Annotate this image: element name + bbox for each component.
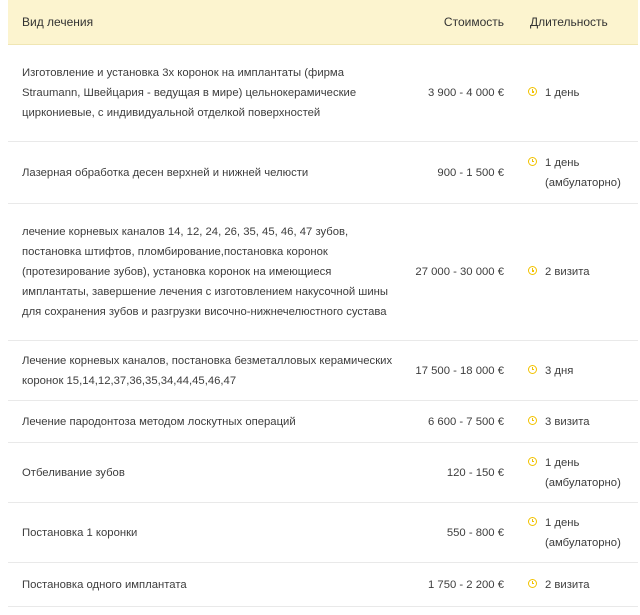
treatment-duration bbox=[518, 361, 638, 381]
treatment-duration bbox=[518, 453, 638, 493]
duration-text: (амбулаторно) bbox=[545, 536, 621, 549]
treatment-duration bbox=[518, 412, 638, 432]
header-treatment-type: Вид лечения bbox=[22, 15, 94, 29]
treatment-price: 550 - 800 € bbox=[446, 526, 504, 539]
treatment-name: Постановка 1 коронки bbox=[22, 526, 138, 539]
duration-text: 2 визита bbox=[545, 266, 590, 278]
clock-icon bbox=[528, 579, 537, 588]
treatment-name: Лечение корневых каналов, постановка безметалловых керамических коронок 15,14,12,37,36,35,34,44,45,46,47 bbox=[22, 354, 393, 387]
treatment-price: 1 750 - 2 200 € bbox=[427, 578, 504, 591]
treatment-price: 17 500 - 18 000 € bbox=[415, 364, 504, 377]
table-header bbox=[8, 0, 638, 45]
table-row bbox=[8, 204, 638, 341]
clock-icon bbox=[528, 266, 537, 275]
duration-text: 1 день bbox=[545, 87, 580, 99]
duration-text: 2 визита bbox=[545, 578, 590, 591]
duration-text: 1 день bbox=[545, 516, 580, 529]
duration-text: 3 визита bbox=[545, 415, 590, 428]
table-row bbox=[8, 45, 638, 142]
treatment-duration bbox=[518, 262, 638, 282]
clock-icon bbox=[528, 416, 537, 425]
treatment-name: Лазерная обработка десен верхней и нижней челюсти bbox=[22, 166, 309, 179]
duration-text: (амбулаторно) bbox=[545, 176, 621, 189]
treatment-name: Изготовление и установка 3х коронок на имплантаты (фирма Straumann, Швейцария - ведущая в мире) цельнокерамические циркониевые, с индивидуальной отделкой поверхностей bbox=[22, 67, 357, 119]
table-row bbox=[8, 563, 638, 607]
clock-icon bbox=[528, 365, 537, 374]
duration-text: (амбулаторно) bbox=[545, 476, 621, 489]
header-price: Стоимость bbox=[443, 15, 504, 29]
treatment-duration bbox=[518, 153, 638, 193]
table-body bbox=[8, 45, 638, 607]
clock-icon bbox=[528, 157, 537, 166]
treatment-duration bbox=[518, 575, 638, 595]
table-row bbox=[8, 401, 638, 443]
treatment-price: 6 600 - 7 500 € bbox=[427, 415, 504, 428]
treatment-duration bbox=[518, 83, 638, 103]
duration-text: 1 день bbox=[545, 156, 580, 169]
clock-icon bbox=[528, 457, 537, 466]
table-row bbox=[8, 142, 638, 204]
clock-icon bbox=[528, 517, 537, 526]
treatment-price: 27 000 - 30 000 € bbox=[415, 266, 504, 278]
clock-icon bbox=[528, 87, 537, 96]
treatment-name: лечение корневых каналов 14, 12, 24, 26, 35, 45, 46, 47 зубов, постановка штифтов, пломбирование,постановка коронок (протезирование зубов), установка коронок на имеющиеся имплантаты, завершение лечения с изготовлением накусочной шины для сохранения зубов и разгрузки височно-нижнечелюстного сустава bbox=[22, 226, 389, 318]
treatment-price: 120 - 150 € bbox=[446, 466, 504, 479]
price-table bbox=[8, 0, 638, 607]
table-row bbox=[8, 443, 638, 503]
treatment-name: Постановка одного имплантата bbox=[22, 578, 187, 591]
duration-text: 3 дня bbox=[545, 364, 574, 377]
table-row bbox=[8, 341, 638, 401]
treatment-price: 3 900 - 4 000 € bbox=[427, 87, 504, 99]
treatment-name: Отбеливание зубов bbox=[22, 466, 125, 479]
treatment-name: Лечение пародонтоза методом лоскутных операций bbox=[22, 415, 296, 428]
treatment-price: 900 - 1 500 € bbox=[437, 166, 504, 179]
treatment-duration bbox=[518, 513, 638, 553]
header-duration: Длительность bbox=[530, 15, 608, 29]
table-row bbox=[8, 503, 638, 563]
duration-text: 1 день bbox=[545, 456, 580, 469]
